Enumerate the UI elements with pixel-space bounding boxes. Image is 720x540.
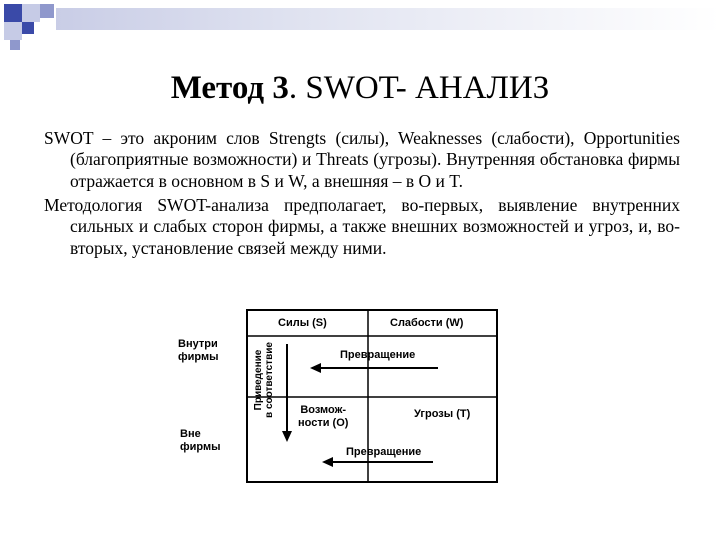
title-rest: . SWOT- АНАЛИЗ: [288, 70, 550, 106]
label-opportunities-line2: ности (O): [298, 417, 349, 430]
swot-diagram: [178, 304, 500, 484]
slide-title: [0, 70, 720, 107]
transform-arrowhead-bottom: [322, 457, 333, 467]
label-matching-line2: в соответствие: [264, 342, 275, 418]
matching-arrowhead: [282, 431, 292, 442]
deco-square: [22, 4, 40, 22]
deco-square: [40, 4, 54, 18]
label-weaknesses: Слабости (W): [390, 317, 464, 329]
label-outside-line1: Вне: [180, 428, 201, 440]
title-method: Метод 3: [170, 70, 289, 106]
label-outside-line2: фирмы: [180, 441, 221, 454]
label-outside-firm: [180, 428, 221, 454]
label-threats: Угрозы (T): [414, 408, 471, 420]
swot-diagram-lines: [178, 304, 500, 484]
label-transform-bottom: Превращение: [346, 446, 422, 458]
label-matching-line1: Приведение: [253, 349, 264, 411]
label-opportunities-line1: Возмож-: [300, 404, 347, 416]
transform-arrowhead-top: [310, 363, 321, 373]
label-opportunities: [298, 404, 348, 430]
paragraph-swot-definition: SWOT – это акроним слов Strengts (силы), Weaknesses (слабости), Opportunities (благоприятные возможности) и Threats (угрозы). Внутренняя обстановка фирмы отражается в основном в S и W, а внешняя – в O и T.: [44, 128, 680, 191]
label-transform-top: Превращение: [340, 349, 416, 361]
deco-square: [4, 22, 22, 40]
paragraph-methodology: Методология SWOT-анализа предполагает, во-первых, выявление внутренних сильных и слабых сторон фирмы, а также внешних возможностей и угроз, и, во-вторых, установление связей между ними.: [44, 195, 680, 258]
label-strengths: Силы (S): [278, 317, 327, 329]
label-inside-line1: Внутри: [178, 338, 218, 350]
label-matching: [253, 330, 275, 430]
deco-square: [22, 22, 34, 34]
deco-square: [10, 40, 20, 50]
label-inside-line2: фирмы: [178, 351, 219, 364]
label-inside-firm: [178, 338, 219, 364]
deco-square: [4, 4, 22, 22]
slide-body: [44, 128, 680, 262]
header-band: [56, 8, 720, 30]
